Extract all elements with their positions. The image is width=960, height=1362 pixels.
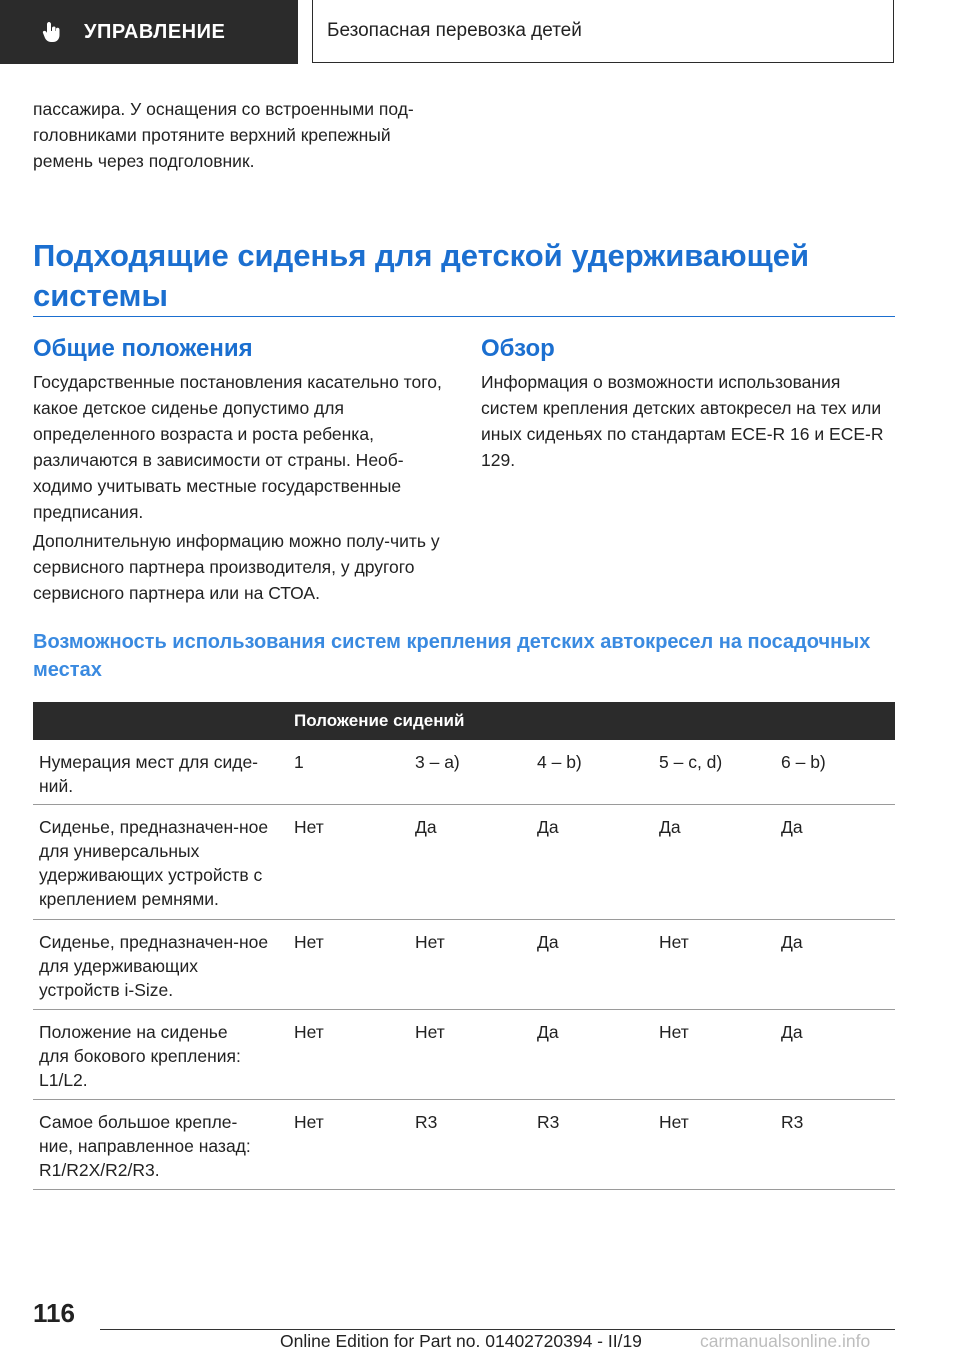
watermark: carmanualsonline.info bbox=[700, 1331, 871, 1351]
cell: Да bbox=[659, 817, 681, 837]
cell: Нет bbox=[294, 932, 324, 952]
table-header bbox=[33, 702, 895, 740]
cell: 3 – a) bbox=[415, 752, 460, 772]
overview-paragraph: Информация о возможности использования систем крепления детских автокресел на тех или иных сиденьях по стандартам ECE-R 16 и ECE-R 129. bbox=[481, 372, 884, 470]
cell: Да bbox=[537, 817, 559, 837]
cell: Нет bbox=[294, 1112, 324, 1132]
table-row bbox=[33, 920, 895, 1010]
cell: R3 bbox=[781, 1112, 804, 1132]
cell: Нет bbox=[659, 932, 689, 952]
cell: R3 bbox=[537, 1112, 560, 1132]
table-row bbox=[33, 1100, 895, 1190]
cell: Да bbox=[415, 817, 437, 837]
cell: Да bbox=[537, 1022, 559, 1042]
row-label: Самое большое крепле-ние, направленное назад: R1/R2X/R2/R3. bbox=[39, 1112, 251, 1180]
chapter-header bbox=[312, 0, 894, 63]
row-label: Сиденье, предназначен-ное для универсальных удерживающих устройств с креплением ремнями. bbox=[39, 817, 269, 909]
row-label: Сиденье, предназначен-ное для удерживающих устройств i-Size. bbox=[39, 932, 269, 1000]
general-paragraph-2: Дополнительную информацию можно полу-чить у сервисного партнера производителя, у другого сервисного партнера или на СТОА. bbox=[33, 531, 440, 603]
overview-heading: Обзор bbox=[481, 335, 555, 362]
row-label: Положение на сиденье для бокового крепления: L1/L2. bbox=[39, 1022, 241, 1090]
section-title: УПРАВЛЕНИЕ bbox=[84, 20, 226, 43]
edition-text: Online Edition for Part no. 01402720394 - II/19 bbox=[280, 1331, 642, 1351]
cell: Нет bbox=[294, 817, 324, 837]
cell: Да bbox=[781, 817, 803, 837]
chapter-title: Безопасная перевозка детей bbox=[327, 20, 582, 41]
cell: 5 – c, d) bbox=[659, 752, 723, 772]
table-row bbox=[33, 805, 895, 920]
cell: Да bbox=[781, 1022, 803, 1042]
cell: Нет bbox=[294, 1022, 324, 1042]
hand-pointer-icon bbox=[40, 20, 64, 44]
table-header-label: Положение сидений bbox=[294, 711, 465, 730]
cell: 4 – b) bbox=[537, 752, 582, 772]
cell: Нет bbox=[415, 932, 445, 952]
table-row bbox=[33, 1010, 895, 1100]
table-row bbox=[33, 740, 895, 805]
cell: 1 bbox=[294, 752, 304, 772]
main-heading: Подходящие сиденья для детской удерживающей системы bbox=[33, 238, 810, 313]
general-heading: Общие положения bbox=[33, 335, 253, 362]
section-tab[interactable] bbox=[0, 0, 298, 64]
continuation-paragraph: пассажира. У оснащения со встроенными под-головниками протяните верхний крепежный ремень через подголовник. bbox=[33, 99, 414, 171]
cell: 6 – b) bbox=[781, 752, 826, 772]
usability-heading: Возможность использования систем крепления детских автокресел на посадочных местах bbox=[33, 631, 871, 681]
cell: Да bbox=[781, 932, 803, 952]
cell: Да bbox=[537, 932, 559, 952]
page-number: 116 bbox=[33, 1298, 75, 1328]
cell: Нет bbox=[659, 1022, 689, 1042]
general-paragraph-1: Государственные постановления касательно того, какое детское сиденье допустимо для определенного возраста и роста ребенка, различаются в зависимости от страны. Необ-ходимо учитывать местные государственные предписания. bbox=[33, 372, 442, 522]
footer-divider bbox=[100, 1329, 895, 1330]
cell: Нет bbox=[659, 1112, 689, 1132]
row-label: Нумерация мест для сиде-ний. bbox=[39, 752, 259, 796]
cell: Нет bbox=[415, 1022, 445, 1042]
cell: R3 bbox=[415, 1112, 438, 1132]
heading-divider bbox=[33, 316, 895, 317]
